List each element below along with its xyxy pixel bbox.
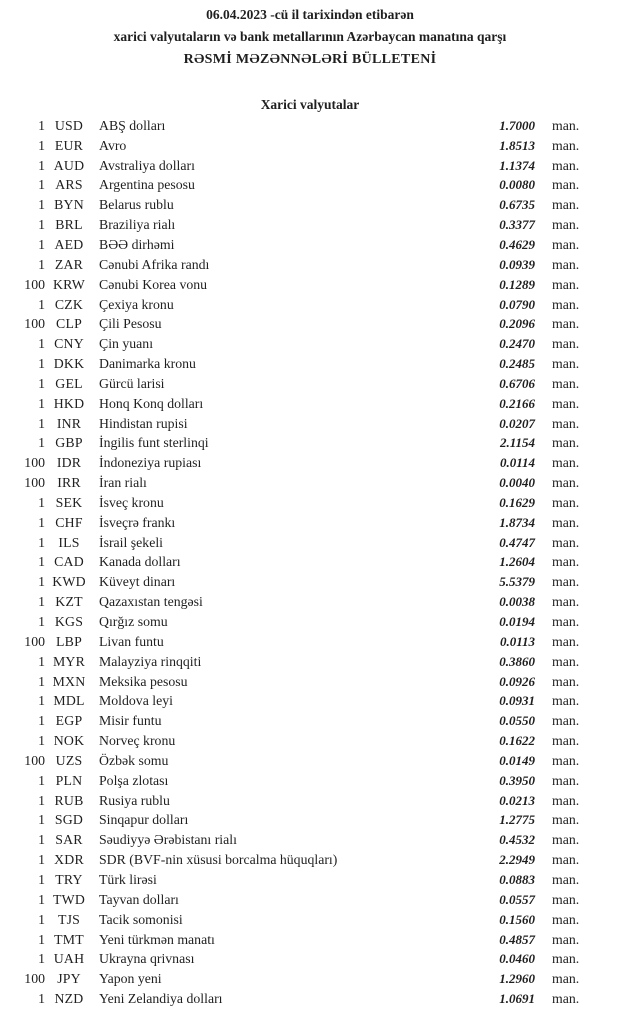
currency-name-cell: Cənubi Korea vonu xyxy=(99,276,208,292)
currency-code-cell: GEL xyxy=(55,375,83,391)
unit-cell: man. xyxy=(552,514,580,530)
table-row xyxy=(0,949,620,969)
rate-cell: 0.0213 xyxy=(499,792,535,808)
table-row xyxy=(0,652,620,672)
currency-code-cell: XDR xyxy=(54,852,84,868)
unit-cell: man. xyxy=(552,653,580,669)
currency-code-cell: GBP xyxy=(55,435,83,451)
unit-cell: man. xyxy=(552,713,580,729)
currency-name-cell: Özbək somu xyxy=(99,752,169,768)
currency-name-cell: Braziliya rialı xyxy=(99,217,176,233)
table-row xyxy=(0,434,620,454)
rate-cell: 0.0460 xyxy=(499,951,535,967)
currency-name-cell: Kanada dolları xyxy=(99,554,181,570)
bulletin-header xyxy=(0,6,620,68)
quantity-cell: 100 xyxy=(24,475,45,491)
table-row xyxy=(0,374,620,394)
currency-name-cell: Honq Konq dolları xyxy=(99,395,204,411)
unit-cell: man. xyxy=(552,832,580,848)
unit-cell: man. xyxy=(552,296,580,312)
table-row xyxy=(0,533,620,553)
quantity-cell: 1 xyxy=(38,832,45,848)
rate-cell: 0.0114 xyxy=(499,455,535,471)
table-row xyxy=(0,394,620,414)
currency-name-cell: ABŞ dolları xyxy=(99,117,166,133)
quantity-cell: 1 xyxy=(38,733,45,749)
currency-code-cell: HKD xyxy=(53,395,85,411)
currency-code-cell: TMT xyxy=(54,931,84,947)
table-row xyxy=(0,811,620,831)
table-row xyxy=(0,275,620,295)
quantity-cell: 100 xyxy=(24,276,45,292)
header-subject-line: xarici valyutaların və bank metallarının Azərbaycan manatına qarşı xyxy=(113,29,507,44)
rate-cell: 0.2470 xyxy=(499,336,535,352)
quantity-cell: 1 xyxy=(38,911,45,927)
currency-code-cell: CAD xyxy=(54,554,84,570)
currency-name-cell: Argentina pesosu xyxy=(99,177,195,193)
currency-name-cell: Yeni Zelandiya dolları xyxy=(99,991,223,1007)
table-row xyxy=(0,553,620,573)
unit-cell: man. xyxy=(552,594,580,610)
currency-name-cell: Polşa zlotası xyxy=(99,772,169,788)
quantity-cell: 1 xyxy=(38,514,45,530)
unit-cell: man. xyxy=(552,435,580,451)
currency-name-cell: Çili Pesosu xyxy=(99,316,162,332)
unit-cell: man. xyxy=(552,236,580,252)
table-row xyxy=(0,493,620,513)
currency-code-cell: KWD xyxy=(52,574,86,590)
rate-cell: 0.4857 xyxy=(499,931,535,947)
unit-cell: man. xyxy=(552,336,580,352)
unit-cell: man. xyxy=(552,217,580,233)
table-row xyxy=(0,354,620,374)
rate-cell: 0.0040 xyxy=(499,475,535,491)
unit-cell: man. xyxy=(552,534,580,550)
currency-name-cell: İran rialı xyxy=(99,475,147,491)
currency-name-cell: Yeni türkmən manatı xyxy=(99,931,215,947)
rate-cell: 1.7000 xyxy=(499,117,535,133)
table-row xyxy=(0,453,620,473)
quantity-cell: 1 xyxy=(38,177,45,193)
rate-cell: 1.2775 xyxy=(499,812,535,828)
rate-cell: 0.0113 xyxy=(499,633,535,649)
table-row xyxy=(0,334,620,354)
table-row xyxy=(0,414,620,434)
unit-cell: man. xyxy=(552,197,580,213)
table-row xyxy=(0,314,620,334)
quantity-cell: 100 xyxy=(24,316,45,332)
table-row xyxy=(0,136,620,156)
quantity-cell: 1 xyxy=(38,197,45,213)
table-row xyxy=(0,612,620,632)
quantity-cell: 1 xyxy=(38,614,45,630)
rate-cell: 1.2604 xyxy=(499,554,535,570)
currency-code-cell: CHF xyxy=(55,514,83,530)
currency-code-cell: EGP xyxy=(55,713,83,729)
currency-name-cell: BƏƏ dirhəmi xyxy=(99,236,175,252)
quantity-cell: 1 xyxy=(38,336,45,352)
rate-cell: 0.4747 xyxy=(499,534,535,550)
rate-cell: 0.0790 xyxy=(499,296,535,312)
table-row xyxy=(0,116,620,136)
currency-name-cell: Yapon yeni xyxy=(99,971,162,987)
quantity-cell: 1 xyxy=(38,236,45,252)
unit-cell: man. xyxy=(552,772,580,788)
unit-cell: man. xyxy=(552,276,580,292)
rate-cell: 0.2166 xyxy=(499,395,535,411)
quantity-cell: 1 xyxy=(38,812,45,828)
quantity-cell: 1 xyxy=(38,852,45,868)
currency-name-cell: Avro xyxy=(99,137,127,153)
unit-cell: man. xyxy=(552,971,580,987)
rate-cell: 0.0038 xyxy=(499,594,535,610)
table-row xyxy=(0,156,620,176)
currency-name-cell: Qırğız somu xyxy=(99,614,168,630)
currency-code-cell: TWD xyxy=(52,891,85,907)
currency-code-cell: AUD xyxy=(53,157,85,173)
table-row xyxy=(0,930,620,950)
quantity-cell: 1 xyxy=(38,435,45,451)
unit-cell: man. xyxy=(552,871,580,887)
quantity-cell: 1 xyxy=(38,772,45,788)
rate-cell: 0.0557 xyxy=(499,891,535,907)
rate-cell: 1.1374 xyxy=(499,157,535,173)
unit-cell: man. xyxy=(552,177,580,193)
currency-name-cell: Sinqapur dolları xyxy=(99,812,189,828)
currency-code-cell: USD xyxy=(54,117,84,133)
table-row xyxy=(0,513,620,533)
unit-cell: man. xyxy=(552,157,580,173)
quantity-cell: 100 xyxy=(24,752,45,768)
rate-cell: 0.0883 xyxy=(499,871,535,887)
unit-cell: man. xyxy=(552,673,580,689)
table-row xyxy=(0,295,620,315)
rate-cell: 0.6706 xyxy=(499,375,535,391)
table-row xyxy=(0,632,620,652)
rate-cell: 0.1629 xyxy=(499,494,535,510)
unit-cell: man. xyxy=(552,455,580,471)
currency-code-cell: EUR xyxy=(54,137,84,153)
rate-cell: 0.0207 xyxy=(499,415,535,431)
currency-code-cell: INR xyxy=(56,415,82,431)
quantity-cell: 1 xyxy=(38,713,45,729)
currency-code-cell: LBP xyxy=(56,633,82,649)
unit-cell: man. xyxy=(552,395,580,411)
quantity-cell: 1 xyxy=(38,157,45,173)
unit-cell: man. xyxy=(552,792,580,808)
currency-name-cell: Avstraliya dolları xyxy=(99,157,195,173)
unit-cell: man. xyxy=(552,137,580,153)
quantity-cell: 1 xyxy=(38,594,45,610)
currency-code-cell: SAR xyxy=(55,832,83,848)
currency-name-cell: Moldova leyi xyxy=(99,693,173,709)
quantity-cell: 100 xyxy=(24,971,45,987)
currency-name-cell: Tayvan dolları xyxy=(99,891,179,907)
rate-cell: 0.0926 xyxy=(499,673,535,689)
unit-cell: man. xyxy=(552,375,580,391)
currency-code-cell: IRR xyxy=(57,475,81,491)
unit-cell: man. xyxy=(552,812,580,828)
rate-cell: 0.3377 xyxy=(499,217,535,233)
currency-name-cell: Rusiya rublu xyxy=(99,792,170,808)
currency-code-cell: IDR xyxy=(56,455,82,471)
table-row xyxy=(0,850,620,870)
table-row xyxy=(0,771,620,791)
quantity-cell: 1 xyxy=(38,217,45,233)
currency-code-cell: CLP xyxy=(56,316,82,332)
table-row xyxy=(0,910,620,930)
currency-name-cell: Belarus rublu xyxy=(99,197,174,213)
quantity-cell: 1 xyxy=(38,296,45,312)
quantity-cell: 1 xyxy=(38,117,45,133)
currency-name-cell: İsveç kronu xyxy=(99,494,164,510)
rate-cell: 2.2949 xyxy=(499,852,535,868)
quantity-cell: 1 xyxy=(38,375,45,391)
currency-code-cell: PLN xyxy=(55,772,83,788)
rate-cell: 0.1560 xyxy=(499,911,535,927)
quantity-cell: 1 xyxy=(38,356,45,372)
table-row xyxy=(0,572,620,592)
rate-cell: 1.8734 xyxy=(499,514,535,530)
currency-name-cell: Hindistan rupisi xyxy=(99,415,188,431)
currency-name-cell: İngilis funt sterlinqi xyxy=(99,435,209,451)
rate-cell: 0.0939 xyxy=(499,256,535,272)
rate-cell: 0.2485 xyxy=(499,356,535,372)
header-date-line: 06.04.2023 -cü il tarixindən etibarən xyxy=(206,7,414,22)
table-row xyxy=(0,870,620,890)
currency-code-cell: KZT xyxy=(55,594,83,610)
unit-cell: man. xyxy=(552,693,580,709)
rate-cell: 0.1289 xyxy=(499,276,535,292)
table-row xyxy=(0,989,620,1009)
table-row xyxy=(0,592,620,612)
section-title: Xarici valyutalar xyxy=(260,97,360,112)
currency-name-cell: Türk lirəsi xyxy=(99,871,157,887)
quantity-cell: 1 xyxy=(38,673,45,689)
currency-name-cell: Küveyt dinarı xyxy=(99,574,176,590)
currency-code-cell: KGS xyxy=(54,614,84,630)
currency-name-cell: İsrail şekeli xyxy=(99,534,163,550)
currency-name-cell: Livan funtu xyxy=(99,633,164,649)
rate-cell: 0.1622 xyxy=(499,733,535,749)
table-row xyxy=(0,731,620,751)
currency-code-cell: NOK xyxy=(53,733,85,749)
rate-cell: 0.3860 xyxy=(499,653,535,669)
quantity-cell: 1 xyxy=(38,792,45,808)
header-title: RƏSMİ MƏZƏNNƏLƏRİ BÜLLETENİ xyxy=(183,52,437,67)
unit-cell: man. xyxy=(552,991,580,1007)
rate-cell: 0.0550 xyxy=(499,713,535,729)
currency-code-cell: RUB xyxy=(54,792,84,808)
quantity-cell: 100 xyxy=(24,455,45,471)
currency-name-cell: Meksika pesosu xyxy=(99,673,188,689)
quantity-cell: 1 xyxy=(38,395,45,411)
currency-name-cell: Tacik somonisi xyxy=(99,911,183,927)
unit-cell: man. xyxy=(552,554,580,570)
unit-cell: man. xyxy=(552,356,580,372)
currency-name-cell: Misir funtu xyxy=(99,713,162,729)
quantity-cell: 1 xyxy=(38,931,45,947)
quantity-cell: 1 xyxy=(38,871,45,887)
rate-cell: 5.5379 xyxy=(499,574,535,590)
table-row xyxy=(0,195,620,215)
unit-cell: man. xyxy=(552,951,580,967)
currency-name-cell: Cənubi Afrika randı xyxy=(99,256,210,272)
currency-name-cell: Qazaxıstan tengəsi xyxy=(99,594,203,610)
table-row xyxy=(0,751,620,771)
currency-name-cell: Çin yuanı xyxy=(99,336,154,352)
rate-cell: 0.0931 xyxy=(499,693,535,709)
currency-code-cell: DKK xyxy=(53,356,85,372)
unit-cell: man. xyxy=(552,931,580,947)
rate-cell: 1.8513 xyxy=(499,137,535,153)
currency-name-cell: Çexiya kronu xyxy=(99,296,174,312)
currency-code-cell: JPY xyxy=(57,971,81,987)
currency-code-cell: SGD xyxy=(54,812,84,828)
currency-code-cell: KRW xyxy=(52,276,86,292)
rate-cell: 0.4629 xyxy=(499,236,535,252)
currency-code-cell: SEK xyxy=(55,494,83,510)
table-row xyxy=(0,672,620,692)
currency-code-cell: ARS xyxy=(55,177,83,193)
currency-name-cell: Danimarka kronu xyxy=(99,356,196,372)
rates-table xyxy=(0,116,620,1009)
quantity-cell: 100 xyxy=(24,633,45,649)
currency-name-cell: Gürcü larisi xyxy=(99,375,165,391)
unit-cell: man. xyxy=(552,415,580,431)
table-row xyxy=(0,791,620,811)
rate-cell: 1.0691 xyxy=(499,991,535,1007)
unit-cell: man. xyxy=(552,494,580,510)
currency-code-cell: MXN xyxy=(52,673,86,689)
unit-cell: man. xyxy=(552,256,580,272)
unit-cell: man. xyxy=(552,911,580,927)
unit-cell: man. xyxy=(552,475,580,491)
currency-code-cell: ILS xyxy=(58,534,80,550)
unit-cell: man. xyxy=(552,733,580,749)
table-row xyxy=(0,969,620,989)
currency-code-cell: ZAR xyxy=(54,256,84,272)
unit-cell: man. xyxy=(552,891,580,907)
currency-code-cell: NZD xyxy=(54,991,84,1007)
currency-code-cell: BYN xyxy=(54,197,84,213)
quantity-cell: 1 xyxy=(38,891,45,907)
currency-name-cell: İndoneziya rupiası xyxy=(99,455,202,471)
currency-code-cell: UAH xyxy=(53,951,85,967)
quantity-cell: 1 xyxy=(38,693,45,709)
quantity-cell: 1 xyxy=(38,534,45,550)
unit-cell: man. xyxy=(552,633,580,649)
quantity-cell: 1 xyxy=(38,137,45,153)
quantity-cell: 1 xyxy=(38,653,45,669)
currency-code-cell: UZS xyxy=(55,752,83,768)
rate-cell: 2.1154 xyxy=(499,435,535,451)
table-row xyxy=(0,215,620,235)
currency-name-cell: Norveç kronu xyxy=(99,733,176,749)
unit-cell: man. xyxy=(552,574,580,590)
currency-code-cell: MDL xyxy=(53,693,85,709)
quantity-cell: 1 xyxy=(38,951,45,967)
table-row xyxy=(0,890,620,910)
currency-code-cell: CNY xyxy=(54,336,84,352)
currency-name-cell: SDR (BVF-nin xüsusi borcalma hüquqları) xyxy=(99,852,338,868)
table-row xyxy=(0,255,620,275)
rate-cell: 0.0194 xyxy=(499,614,535,630)
quantity-cell: 1 xyxy=(38,991,45,1007)
quantity-cell: 1 xyxy=(38,574,45,590)
currency-name-cell: Səudiyyə Ərəbistanı rialı xyxy=(99,832,237,848)
currency-name-cell: Malayziya rinqqiti xyxy=(99,653,202,669)
rate-cell: 0.0080 xyxy=(499,177,535,193)
table-row xyxy=(0,176,620,196)
table-row xyxy=(0,830,620,850)
table-row xyxy=(0,473,620,493)
unit-cell: man. xyxy=(552,852,580,868)
currency-code-cell: TJS xyxy=(57,911,81,927)
table-row xyxy=(0,691,620,711)
rate-cell: 0.0149 xyxy=(499,752,535,768)
currency-name-cell: Ukrayna qrivnası xyxy=(99,951,195,967)
currency-code-cell: BRL xyxy=(55,217,83,233)
currency-code-cell: CZK xyxy=(54,296,84,312)
rate-cell: 0.4532 xyxy=(499,832,535,848)
rate-cell: 0.3950 xyxy=(499,772,535,788)
unit-cell: man. xyxy=(552,614,580,630)
unit-cell: man. xyxy=(552,316,580,332)
unit-cell: man. xyxy=(552,117,580,133)
currency-code-cell: TRY xyxy=(55,871,83,887)
quantity-cell: 1 xyxy=(38,554,45,570)
rate-cell: 1.2960 xyxy=(499,971,535,987)
quantity-cell: 1 xyxy=(38,494,45,510)
table-row xyxy=(0,235,620,255)
table-row xyxy=(0,711,620,731)
currency-code-cell: AED xyxy=(54,236,84,252)
rate-cell: 0.2096 xyxy=(499,316,535,332)
currency-code-cell: MYR xyxy=(52,653,86,669)
rate-cell: 0.6735 xyxy=(499,197,535,213)
currency-name-cell: İsveçrə frankı xyxy=(99,514,176,530)
quantity-cell: 1 xyxy=(38,415,45,431)
unit-cell: man. xyxy=(552,752,580,768)
quantity-cell: 1 xyxy=(38,256,45,272)
